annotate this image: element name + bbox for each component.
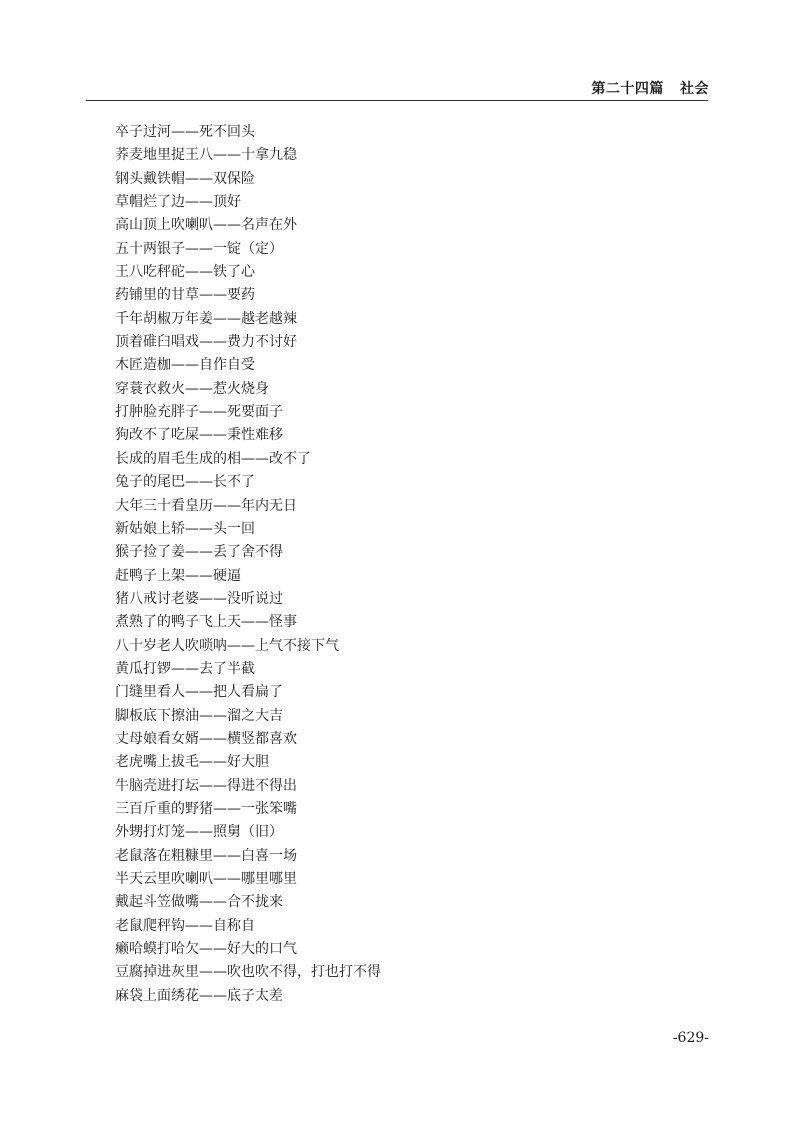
list-item: 草帽烂了边——顶好 [115,194,241,211]
list-item: 药铺里的甘草——要药 [115,287,255,304]
list-item: 猪八戒讨老婆——没听说过 [115,590,283,607]
list-item: 荞麦地里捉王八——十拿九稳 [115,147,297,164]
list-item: 老鼠落在粗糠里——白喜一场 [115,847,297,864]
list-item: 穿蓑衣救火——惹火烧身 [115,380,269,397]
list-item: 王八吃秤砣——铁了心 [115,264,255,281]
list-item: 癞哈蟆打哈欠——好大的口气 [115,941,297,958]
list-item: 五十两银子——一锭（定） [115,240,283,257]
list-item: 丈母娘看女婿——横竖都喜欢 [115,730,297,747]
list-item: 兔子的尾巴——长不了 [115,474,255,491]
list-item: 戴起斗笠做嘴——合不拢来 [115,894,283,911]
list-item: 老鼠爬秤钩——自称自 [115,917,255,934]
list-item: 高山顶上吹喇叭——名声在外 [115,217,297,234]
page-number: -629- [672,1030,709,1046]
list-item: 半天云里吹喇叭——哪里哪里 [115,871,297,887]
list-item: 猴子捡了姜——丢了舍不得 [115,544,283,561]
list-item: 钢头戴铁帽——双保险 [115,170,255,187]
list-item: 八十岁老人吹唢呐——上气不接下气 [115,637,339,654]
list-item: 脚板底下擦油——溜之大吉 [115,707,283,724]
list-item: 打肿脸充胖子——死要面子 [115,404,283,421]
list-item: 牛脑壳进打坛——得进不得出 [115,777,297,794]
list-item: 狗改不了吃屎——秉性难移 [115,427,283,444]
list-item: 卒子过河——死不回头 [115,124,255,140]
list-item: 煮熟了的鸭子飞上天——怪事 [115,614,297,631]
list-item: 顶着碓臼唱戏——费力不讨好 [115,334,297,351]
list-item: 新姑娘上轿——头一回 [115,520,255,537]
running-header: 第二十四篇 社会 [591,81,709,97]
list-item: 长成的眉毛生成的相——改不了 [115,450,311,467]
list-item: 老虎嘴上拔毛——好大胆 [115,754,269,771]
list-item: 黄瓜打锣——去了半截 [115,660,255,677]
list-item: 门缝里看人——把人看扁了 [115,684,283,701]
list-item: 赶鸭子上架——硬逼 [115,567,241,584]
xiehouyu-list [115,121,381,1008]
header-rule [86,100,708,101]
list-item: 千年胡椒万年姜——越老越辣 [115,310,297,327]
list-item: 大年三十看皇历——年内无日 [115,497,297,514]
list-item: 外甥打灯笼——照舅（旧） [115,824,283,841]
list-item: 豆腐掉进灰里——吹也吹不得，打也打不得 [115,964,381,981]
list-item: 麻袋上面绣花——底子太差 [115,987,283,1004]
list-item: 木匠造枷——自作自受 [115,357,255,374]
list-item: 三百斤重的野猪——一张笨嘴 [115,800,297,817]
